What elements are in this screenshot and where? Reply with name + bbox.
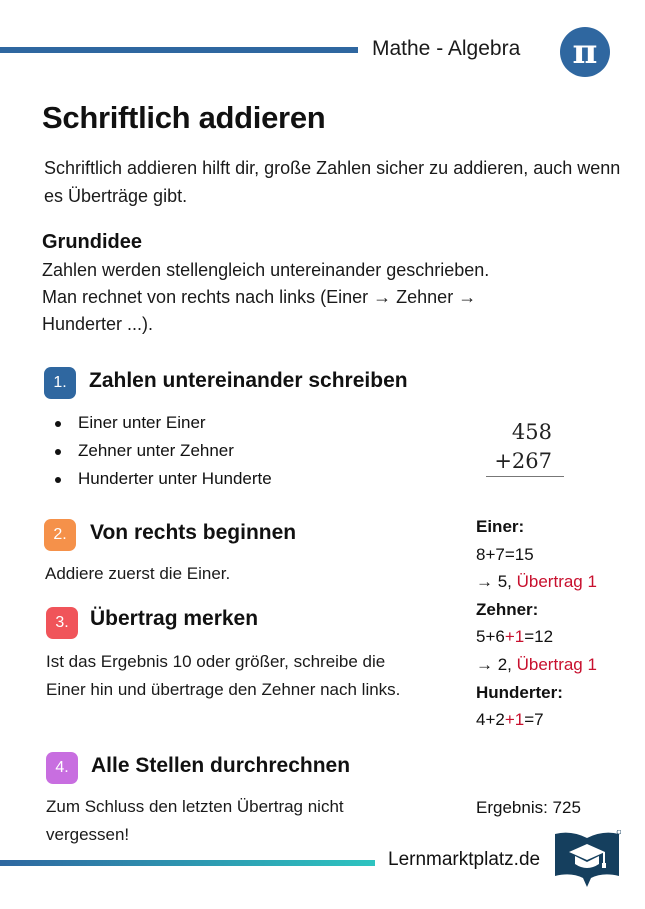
grundidee-heading: Grundidee xyxy=(42,231,143,253)
hunderter-eq-part: 4+2 xyxy=(476,710,505,730)
zehner-result-digit: → 2, xyxy=(476,654,517,674)
intro-text: Schriftlich addieren hilft dir, große Zahlen sicher zu addieren, auch wenn es Überträge gibt. xyxy=(44,158,621,206)
step-1-bullets xyxy=(42,409,272,493)
zehner-carry: Übertrag 1 xyxy=(516,654,597,674)
hunderter-label: Hunderter: xyxy=(476,682,563,702)
step-4-title: Alle Stellen durchrechnen xyxy=(91,754,351,777)
step-4-badge: 4. xyxy=(46,752,78,784)
einer-equation: 8+7=15 xyxy=(476,544,534,564)
step-3-title: Übertrag merken xyxy=(90,607,259,630)
step-2-title: Von rechts beginnen xyxy=(90,521,297,544)
grundidee-line-2: Man rechnet von rechts nach links (Einer → Zehner → Hunderter ...). xyxy=(42,287,477,334)
einer-result xyxy=(476,568,597,596)
zehner-eq-part: 5+6 xyxy=(476,627,505,647)
list-item: Einer unter Einer xyxy=(42,409,272,437)
step-1-badge: 1. xyxy=(44,367,76,399)
hunderter-eq-part: =7 xyxy=(524,710,544,730)
step-4-text: Zum Schluss den letzten Übertrag nicht vergessen! xyxy=(46,797,344,844)
zehner-equation xyxy=(476,623,597,651)
brand-name: Lernmarktplatz.de xyxy=(388,849,541,870)
addend-top: 458 xyxy=(511,420,552,444)
step-2-text: Addiere zuerst die Einer. xyxy=(45,564,231,583)
pi-icon: π xyxy=(560,27,610,77)
step-3-badge: 3. xyxy=(46,607,78,639)
list-item: Zehner unter Zehner xyxy=(42,437,272,465)
page-title: Schriftlich addieren xyxy=(42,100,326,135)
step-2-badge: 2. xyxy=(44,519,76,551)
header-accent-bar xyxy=(0,47,358,53)
side-calculation xyxy=(476,513,597,734)
step-3-text: Ist das Ergebnis 10 oder größer, schreibe die Einer hin und übertrage den Zehner nach links. xyxy=(46,652,401,699)
einer-result-digit: → 5, xyxy=(476,572,517,592)
step-1-title: Zahlen untereinander schreiben xyxy=(89,369,408,392)
footer-accent-bar xyxy=(0,860,375,866)
sum-line xyxy=(486,476,564,477)
addend-bottom: +267 xyxy=(494,449,552,473)
hunderter-eq-carry: +1 xyxy=(504,710,525,730)
grundidee-line-1: Zahlen werden stellengleich untereinander geschrieben. xyxy=(42,260,490,280)
grundidee-text xyxy=(42,257,562,338)
einer-carry: Übertrag 1 xyxy=(516,572,597,592)
zehner-eq-carry: +1 xyxy=(504,627,525,647)
zehner-result xyxy=(476,651,597,679)
result-text: Ergebnis: 725 xyxy=(476,798,581,817)
book-graduation-cap-icon xyxy=(553,830,621,888)
zehner-eq-part: =12 xyxy=(524,627,554,647)
hunderter-equation xyxy=(476,706,597,734)
subject-label: Mathe - Algebra xyxy=(372,37,521,60)
zehner-label: Zehner: xyxy=(476,599,539,619)
list-item: Hunderter unter Hunderte xyxy=(42,465,272,493)
einer-label: Einer: xyxy=(476,517,525,536)
